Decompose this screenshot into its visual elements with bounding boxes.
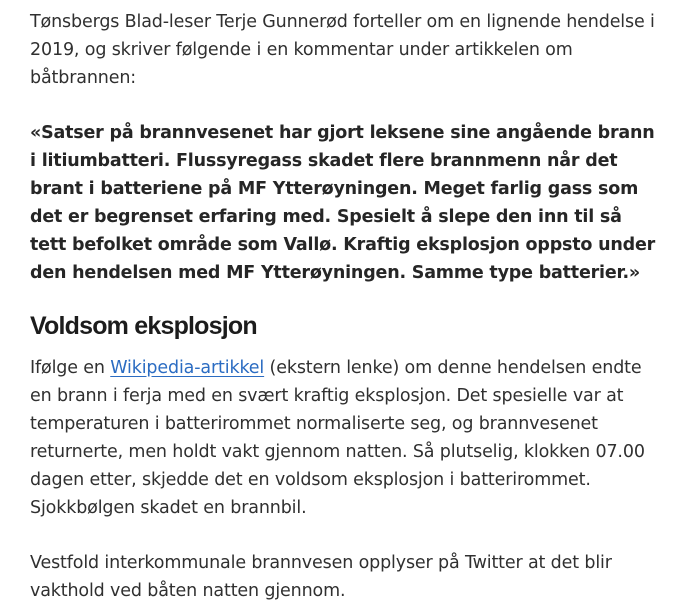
intro-paragraph: Tønsbergs Blad-leser Terje Gunnerød forteller om en lignende hendelse i 2019, og skriver følgende i en kommentar under artikkelen om båtbrannen: <box>30 12 655 88</box>
wikipedia-article-link[interactable]: Wikipedia-artikkel <box>110 358 265 378</box>
closing-paragraph: Vestfold interkommunale brannvesen opplyser på Twitter at det blir vakthold ved båten natten gjennom. <box>30 553 612 601</box>
section-heading: Voldsom eksplosjon <box>30 312 257 340</box>
wikipedia-paragraph <box>30 354 660 522</box>
wikipedia-paragraph-suffix: (ekstern lenke) om denne hendelsen endte en brann i ferja med en svært kraftig eksplosjon. Det spesielle var at temperaturen i batterirommet normaliserte seg, og brannvesenet returnerte, men holdt vakt gjennom natten. Så plutselig, klokken 07.00 dagen etter, skjedde det en voldsom eksplosjon i batterirommet. Sjokkbølgen skadet en brannbil. <box>30 358 645 518</box>
reader-quote: «Satser på brannvesenet har gjort leksene sine angående brann i litiumbatteri. Flussyregass skadet flere brannmenn når det brant i batteriene på MF Ytterøyningen. Meget farlig gass som det er begrenset erfaring med. Spesielt å slepe den inn til så tett befolket område som Vallø. Kraftig eksplosjon oppsto under den hendelsen med MF Ytterøyningen. Samme type batterier.» <box>30 123 656 283</box>
wikipedia-paragraph-prefix: Ifølge en <box>30 358 111 378</box>
